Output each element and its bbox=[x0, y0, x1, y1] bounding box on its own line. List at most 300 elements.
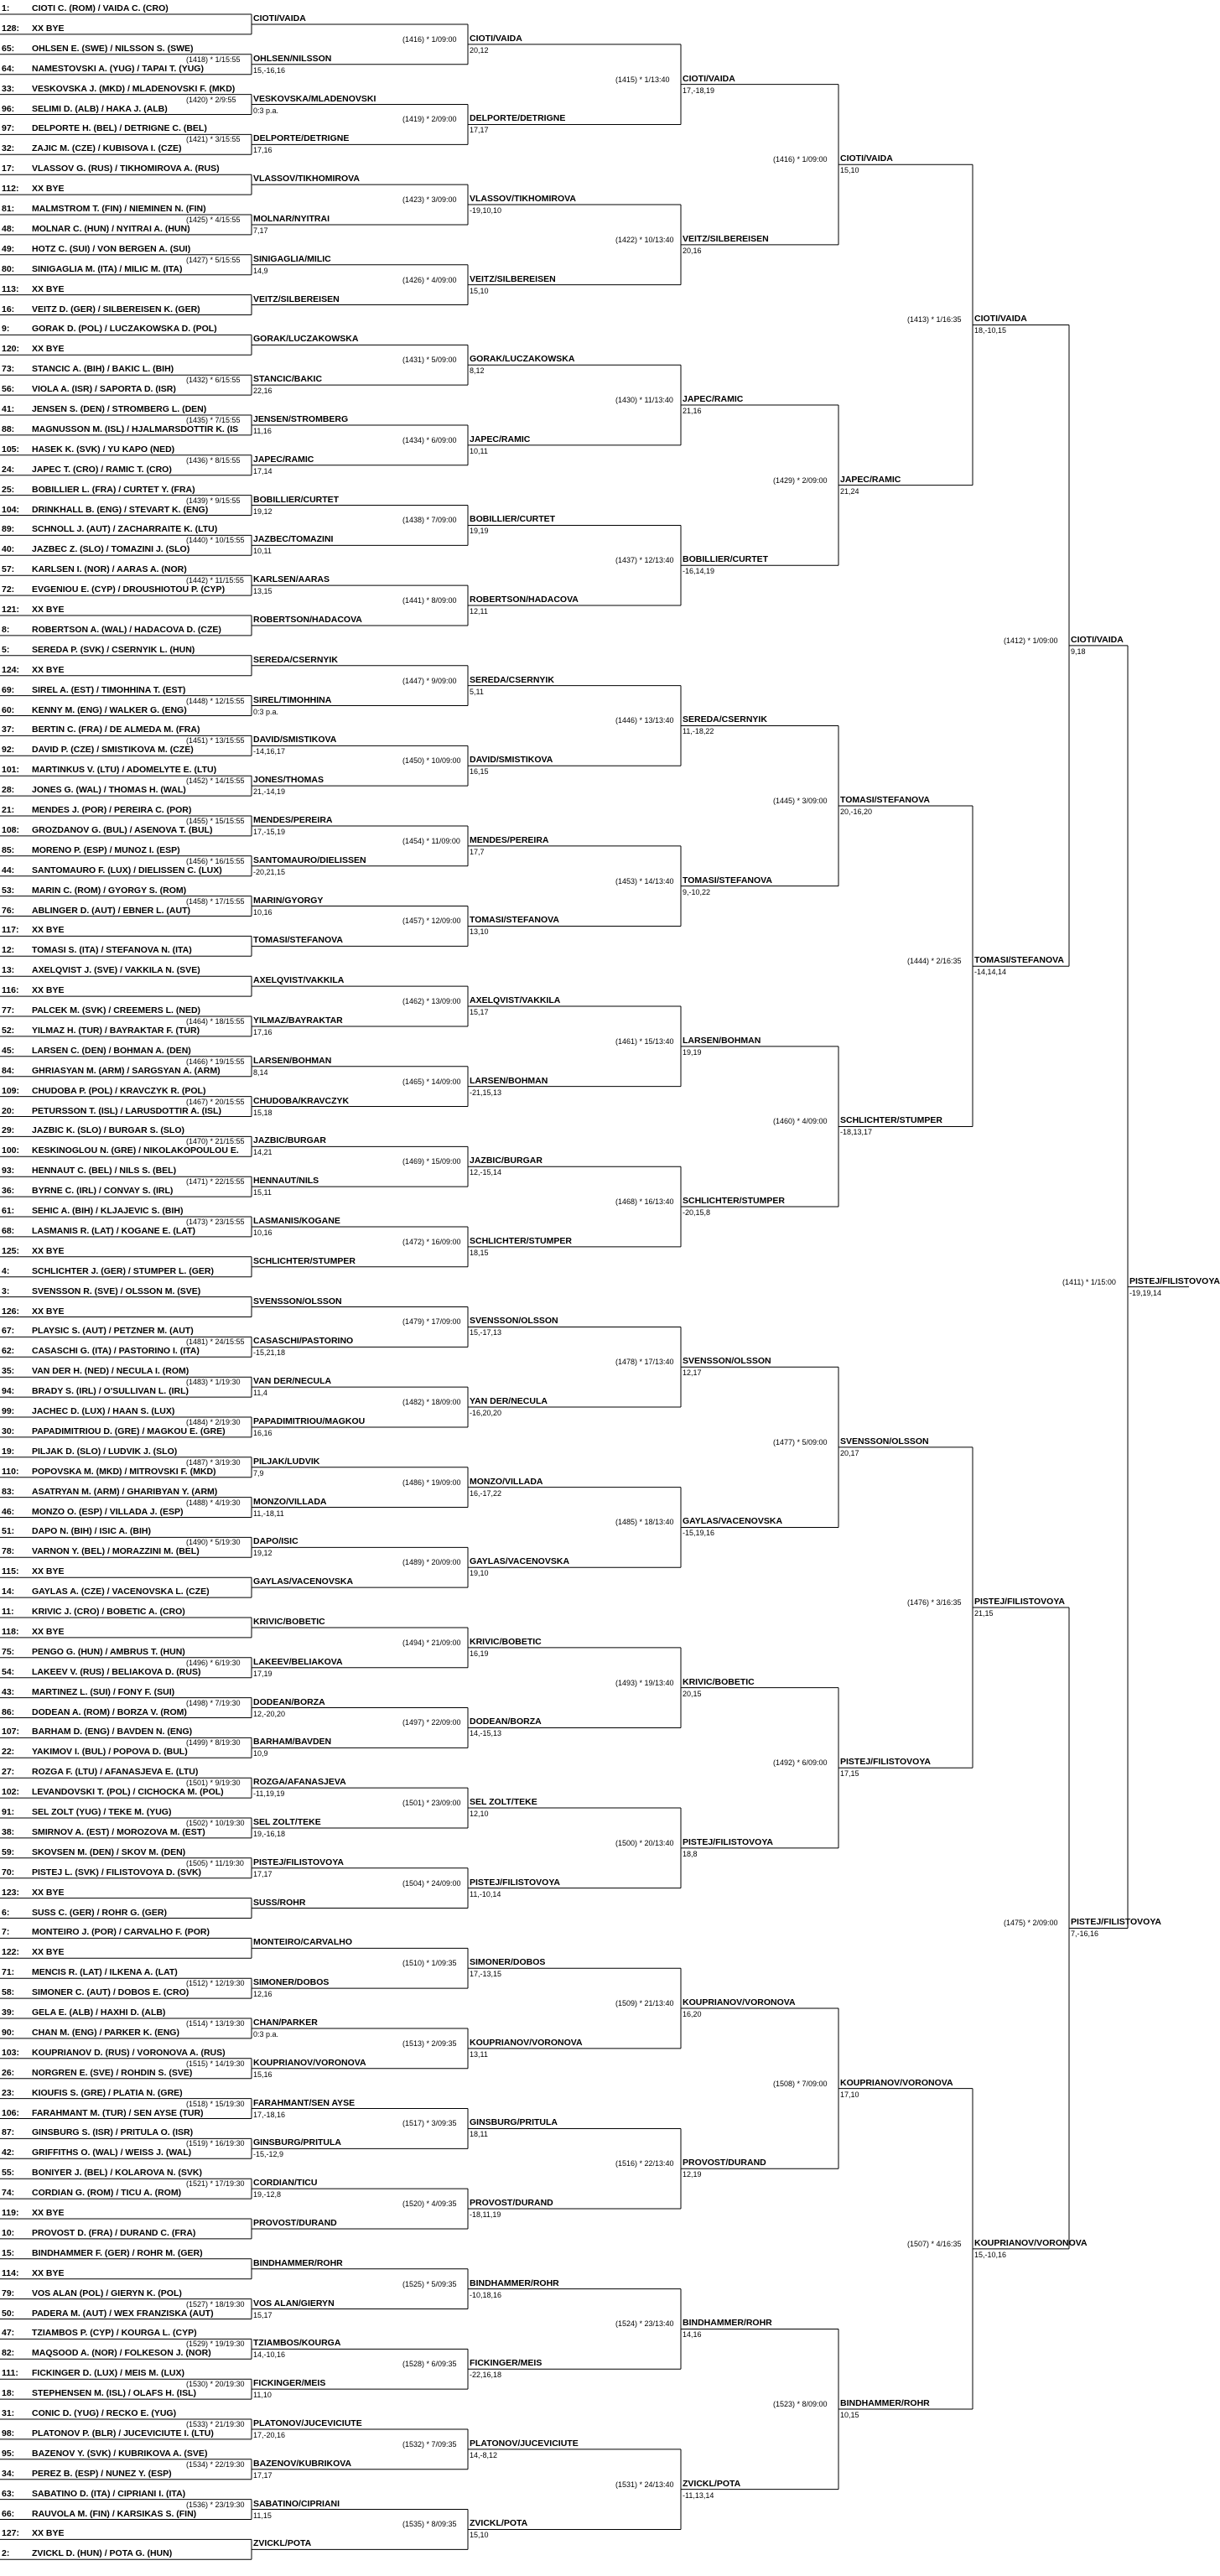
entry-seed: 95: bbox=[2, 2448, 15, 2459]
match-score: 12,11 bbox=[470, 607, 488, 616]
match-score: 11,-18,22 bbox=[683, 727, 714, 736]
match-info: (1490) * 5/19:30 bbox=[186, 1538, 241, 1547]
entry-seed: 32: bbox=[2, 143, 15, 154]
winner-name: DAPO/ISIC bbox=[253, 1536, 299, 1547]
match-info: (1446) * 13/13:40 bbox=[615, 716, 674, 725]
match-info: (1438) * 7/09:00 bbox=[402, 516, 457, 525]
winner-name: JAPEC/RAMIC bbox=[470, 434, 531, 444]
entry-seed: 20: bbox=[2, 1105, 15, 1116]
entry-pair: SIREL A. (EST) / TIMOHHINA T. (EST) bbox=[32, 684, 186, 695]
entry-seed: 86: bbox=[2, 1706, 15, 1717]
entry-seed: 105: bbox=[2, 444, 20, 454]
match-score: -15,19,16 bbox=[683, 1529, 715, 1538]
match-score: 18,15 bbox=[470, 1248, 489, 1257]
winner-name: JAPEC/RAMIC bbox=[840, 474, 901, 485]
winner-name: FICKINGER/MEIS bbox=[470, 2358, 543, 2369]
entry-pair: FARAHMANT M. (TUR) / SEN AYSE (TUR) bbox=[32, 2107, 204, 2118]
entry-pair: LEVANDOVSKI T. (POL) / CICHOCKA M. (POL) bbox=[32, 1787, 224, 1798]
entry-seed: 85: bbox=[2, 844, 15, 855]
match-score: 18,11 bbox=[470, 2130, 488, 2139]
match-info: (1434) * 6/09:00 bbox=[402, 435, 457, 444]
match-info: (1466) * 19/15:55 bbox=[186, 1057, 245, 1066]
winner-name: DELPORTE/DETRIGNE bbox=[470, 113, 566, 124]
entry-seed: 127: bbox=[2, 2528, 20, 2539]
match-score: 15,17 bbox=[253, 2310, 273, 2319]
winner-name: JAZBIC/BURGAR bbox=[470, 1156, 543, 1166]
match-info: (1450) * 10/09:00 bbox=[402, 756, 461, 766]
match-score: 16,20 bbox=[683, 2010, 702, 2019]
winner-name: PISTEJ/FILISTOVOYA bbox=[840, 1757, 931, 1768]
match-info: (1512) * 12/19:30 bbox=[186, 1979, 245, 1988]
entry-pair: BYRNE C. (IRL) / CONVAY S. (IRL) bbox=[32, 1186, 174, 1197]
entry-pair: SINIGAGLIA M. (ITA) / MILIC M. (ITA) bbox=[32, 263, 183, 274]
match-info: (1430) * 11/13:40 bbox=[615, 396, 673, 405]
winner-name: MONZO/VILLADA bbox=[470, 1476, 543, 1487]
entry-pair: ZAJIC M. (CZE) / KUBISOVA I. (CZE) bbox=[32, 143, 182, 154]
entry-seed: 118: bbox=[2, 1626, 19, 1637]
match-score: 10,11 bbox=[470, 446, 488, 455]
entry-seed: 74: bbox=[2, 2188, 15, 2199]
winner-name: MARIN/GYORGY bbox=[253, 895, 324, 906]
entry-pair: GELA E. (ALB) / HAXHI D. (ALB) bbox=[32, 2007, 166, 2018]
entry-pair: KARLSEN I. (NOR) / AARAS A. (NOR) bbox=[32, 564, 187, 575]
match-score: 0:3 p.a. bbox=[253, 106, 279, 115]
winner-name: CIOTI/VAIDA bbox=[1071, 634, 1124, 645]
match-score: 8,14 bbox=[253, 1067, 268, 1077]
match-info: (1510) * 1/09:35 bbox=[402, 1959, 457, 1968]
winner-name: SCHLICHTER/STUMPER bbox=[683, 1196, 785, 1207]
match-info: (1504) * 24/09:00 bbox=[402, 1878, 461, 1888]
entry-pair: MENCIS R. (LAT) / ILKENA A. (LAT) bbox=[32, 1967, 178, 1978]
winner-name: TOMASI/STEFANOVA bbox=[974, 955, 1064, 966]
entry-pair: GINSBURG S. (ISR) / PRITULA O. (ISR) bbox=[32, 2127, 194, 2138]
match-info: (1448) * 12/15:55 bbox=[186, 696, 245, 705]
entry-pair: XX BYE bbox=[32, 1245, 65, 1256]
match-info: (1535) * 8/09:35 bbox=[402, 2520, 457, 2529]
winner-name: SVENSSON/OLSSON bbox=[470, 1316, 558, 1327]
entry-pair: XX BYE bbox=[32, 184, 65, 195]
entry-pair: GAYLAS A. (CZE) / VACENOVSKA L. (CZE) bbox=[32, 1587, 210, 1597]
entry-pair: STEPHENSEN M. (ISL) / OLAFS H. (ISL) bbox=[32, 2388, 197, 2399]
winner-name: FARAHMANT/SEN AYSE bbox=[253, 2097, 356, 2108]
match-score: 16,15 bbox=[470, 767, 489, 776]
winner-name: KRIVIC/BOBETIC bbox=[470, 1636, 542, 1647]
match-score: 12,19 bbox=[683, 2170, 702, 2179]
entry-seed: 21: bbox=[2, 805, 15, 815]
winner-name: ZVICKL/POTA bbox=[683, 2478, 741, 2489]
entry-pair: ZVICKL D. (HUN) / POTA G. (HUN) bbox=[32, 2548, 173, 2559]
match-info: (1497) * 22/09:00 bbox=[402, 1718, 461, 1727]
match-info: (1411) * 1/15:00 bbox=[1062, 1277, 1116, 1286]
match-info: (1426) * 4/09:00 bbox=[402, 275, 457, 284]
winner-name: PISTEJ/FILISTOVOYA bbox=[470, 1877, 560, 1888]
match-info: (1458) * 17/15:55 bbox=[186, 896, 245, 906]
winner-name: DAVID/SMISTIKOVA bbox=[470, 755, 553, 766]
winner-name: VESKOVSKA/MLADENOVSKI bbox=[253, 93, 376, 104]
match-score: 15,18 bbox=[253, 1108, 273, 1117]
winner-name: VEITZ/SILBEREISEN bbox=[470, 273, 556, 284]
entry-seed: 113: bbox=[2, 283, 19, 294]
winner-name: SINIGAGLIA/MILIC bbox=[253, 253, 331, 264]
entry-seed: 23: bbox=[2, 2087, 15, 2098]
entry-pair: DAPO N. (BIH) / ISIC A. (BIH) bbox=[32, 1526, 151, 1537]
entry-seed: 28: bbox=[2, 785, 15, 796]
entry-pair: BONIYER J. (BEL) / KOLAROVA N. (SVK) bbox=[32, 2168, 203, 2179]
entry-seed: 1: bbox=[2, 3, 10, 13]
match-info: (1517) * 3/09:35 bbox=[402, 2119, 457, 2128]
entry-seed: 47: bbox=[2, 2328, 15, 2339]
match-score: -15,21,18 bbox=[253, 1348, 286, 1358]
entry-seed: 41: bbox=[2, 404, 15, 414]
match-info: (1493) * 19/13:40 bbox=[615, 1678, 674, 1687]
entry-seed: 8: bbox=[2, 624, 10, 635]
match-info: (1501) * 23/09:00 bbox=[402, 1799, 461, 1808]
match-score: 18,-10,15 bbox=[974, 326, 1007, 335]
entry-pair: XX BYE bbox=[32, 2267, 65, 2278]
entry-seed: 55: bbox=[2, 2168, 15, 2179]
entry-pair: KOUPRIANOV D. (RUS) / VORONOVA A. (RUS) bbox=[32, 2047, 226, 2058]
entry-pair: MONTEIRO J. (POR) / CARVALHO F. (POR) bbox=[32, 1927, 210, 1938]
winner-name: SEL ZOLT/TEKE bbox=[470, 1797, 537, 1808]
match-info: (1452) * 14/15:55 bbox=[186, 776, 245, 786]
entry-pair: MARTINKUS V. (LTU) / ADOMELYTE E. (LTU) bbox=[32, 765, 217, 776]
winner-name: JAPEC/RAMIC bbox=[253, 454, 314, 465]
entry-seed: 22: bbox=[2, 1747, 15, 1758]
match-info: (1505) * 11/19:30 bbox=[186, 1858, 244, 1867]
match-info: (1421) * 3/15:55 bbox=[186, 135, 241, 144]
match-score: 17,14 bbox=[253, 466, 273, 475]
match-info: (1432) * 6/15:55 bbox=[186, 376, 241, 385]
entry-pair: XX BYE bbox=[32, 2208, 65, 2218]
match-info: (1525) * 5/09:35 bbox=[402, 2279, 457, 2288]
entry-seed: 112: bbox=[2, 184, 19, 195]
entry-seed: 104: bbox=[2, 504, 20, 515]
match-info: (1454) * 11/09:00 bbox=[402, 836, 460, 845]
winner-name: SEREDA/CSERNYIK bbox=[470, 674, 554, 685]
entry-seed: 18: bbox=[2, 2388, 15, 2399]
winner-name: JENSEN/STROMBERG bbox=[253, 413, 349, 424]
entry-seed: 107: bbox=[2, 1727, 20, 1737]
entry-seed: 98: bbox=[2, 2428, 15, 2438]
entry-seed: 11: bbox=[2, 1607, 14, 1617]
winner-name: SABATINO/CIPRIANI bbox=[253, 2498, 340, 2509]
entry-seed: 92: bbox=[2, 745, 15, 756]
winner-name: MONTEIRO/CARVALHO bbox=[253, 1937, 353, 1948]
match-score: 17,16 bbox=[253, 1027, 273, 1036]
winner-name: GAYLAS/VACENOVSKA bbox=[683, 1516, 783, 1527]
entry-seed: 17: bbox=[2, 164, 15, 174]
match-score: 10,9 bbox=[253, 1749, 268, 1758]
entry-pair: PILJAK D. (SLO) / LUDVIK J. (SLO) bbox=[32, 1446, 178, 1457]
entry-pair: GHRIASYAN M. (ARM) / SARGSYAN A. (ARM) bbox=[32, 1065, 221, 1076]
match-info: (1435) * 7/15:55 bbox=[186, 415, 241, 424]
entry-pair: CONIC D. (YUG) / RECKO E. (YUG) bbox=[32, 2408, 177, 2418]
winner-name: PROVOST/DURAND bbox=[253, 2217, 337, 2228]
winner-name: PAPADIMITRIOU/MAGKOU bbox=[253, 1415, 366, 1426]
match-score: 0:3 p.a. bbox=[253, 707, 279, 716]
entry-pair: PEREZ B. (ESP) / NUNEZ Y. (ESP) bbox=[32, 2468, 172, 2479]
match-info: (1441) * 8/09:00 bbox=[402, 596, 457, 605]
winner-name: SEREDA/CSERNYIK bbox=[253, 654, 338, 665]
match-info: (1532) * 7/09:35 bbox=[402, 2439, 457, 2449]
match-score: 13,15 bbox=[253, 587, 273, 596]
entry-seed: 83: bbox=[2, 1486, 15, 1497]
match-info: (1524) * 23/13:40 bbox=[615, 2319, 674, 2329]
entry-seed: 34: bbox=[2, 2468, 15, 2479]
match-info: (1519) * 16/19:30 bbox=[186, 2139, 245, 2148]
entry-seed: 97: bbox=[2, 123, 15, 134]
winner-name: PLATONOV/JUCEVICIUTE bbox=[253, 2418, 362, 2428]
entry-pair: XX BYE bbox=[32, 1887, 65, 1898]
entry-pair: PAPADIMITRIOU D. (GRE) / MAGKOU E. (GRE) bbox=[32, 1426, 226, 1436]
match-score: 15,11 bbox=[253, 1188, 272, 1197]
match-info: (1419) * 2/09:00 bbox=[402, 115, 457, 124]
match-score: 13,10 bbox=[470, 927, 489, 937]
entry-pair: XX BYE bbox=[32, 1306, 65, 1317]
winner-name: MENDES/PEREIRA bbox=[253, 814, 333, 825]
entry-pair: VOS ALAN (POL) / GIERYN K. (POL) bbox=[32, 2288, 182, 2298]
winner-name: SCHLICHTER/STUMPER bbox=[253, 1255, 356, 1266]
entry-pair: SKOVSEN M. (DEN) / SKOV M. (DEN) bbox=[32, 1846, 186, 1857]
match-info: (1420) * 2/9:55 bbox=[186, 95, 236, 104]
entry-pair: MOLNAR C. (HUN) / NYITRAI A. (HUN) bbox=[32, 223, 190, 234]
entry-pair: PENGO G. (HUN) / AMBRUS T. (HUN) bbox=[32, 1646, 185, 1657]
entry-pair: KRIVIC J. (CRO) / BOBETIC A. (CRO) bbox=[32, 1607, 185, 1617]
winner-name: PROVOST/DURAND bbox=[683, 2158, 766, 2168]
winner-name: HENNAUT/NILS bbox=[253, 1176, 319, 1187]
winner-name: BOBILLIER/CURTET bbox=[683, 554, 769, 565]
match-info: (1440) * 10/15:55 bbox=[186, 536, 245, 545]
match-info: (1431) * 5/09:00 bbox=[402, 356, 457, 365]
match-score: -11,19,19 bbox=[253, 1789, 285, 1799]
entry-seed: 79: bbox=[2, 2288, 15, 2298]
entry-seed: 45: bbox=[2, 1045, 15, 1056]
winner-name: PISTEJ/FILISTOVOYA bbox=[974, 1597, 1065, 1607]
entry-pair: AXELQVIST J. (SVE) / VAKKILA N. (SVE) bbox=[32, 965, 200, 976]
winner-name: BINDHAMMER/ROHR bbox=[470, 2277, 559, 2288]
winner-name: SCHLICHTER/STUMPER bbox=[470, 1235, 572, 1246]
match-info: (1453) * 14/13:40 bbox=[615, 876, 674, 886]
match-info: (1520) * 4/09:35 bbox=[402, 2199, 457, 2209]
entry-seed: 80: bbox=[2, 263, 15, 274]
match-info: (1531) * 24/13:40 bbox=[615, 2480, 674, 2489]
entry-pair: PALCEK M. (SVK) / CREEMERS L. (NED) bbox=[32, 1005, 201, 1015]
entry-pair: BERTIN C. (FRA) / DE ALMEDA M. (FRA) bbox=[32, 724, 200, 735]
winner-name: LARSEN/BOHMAN bbox=[253, 1055, 332, 1066]
winner-name: STANCIC/BAKIC bbox=[253, 374, 323, 385]
match-info: (1445) * 3/09:00 bbox=[773, 797, 828, 806]
entry-seed: 14: bbox=[2, 1587, 15, 1597]
match-info: (1500) * 20/13:40 bbox=[615, 1838, 674, 1847]
entry-pair: XX BYE bbox=[32, 283, 65, 294]
winner-name: DODEAN/BORZA bbox=[253, 1696, 325, 1707]
match-info: (1529) * 19/19:30 bbox=[186, 2340, 245, 2349]
winner-name: AXELQVIST/VAKKILA bbox=[253, 975, 345, 986]
entry-pair: ABLINGER D. (AUT) / EBNER L. (AUT) bbox=[32, 905, 190, 916]
entry-pair: GRIFFITHS O. (WAL) / WEISS J. (WAL) bbox=[32, 2148, 192, 2158]
match-score: 7,-16,16 bbox=[1071, 1929, 1099, 1939]
entry-seed: 77: bbox=[2, 1005, 15, 1015]
match-score: 15,10 bbox=[840, 166, 859, 175]
match-info: (1496) * 6/19:30 bbox=[186, 1658, 241, 1667]
match-score: 16,19 bbox=[470, 1649, 489, 1658]
winner-name: KRIVIC/BOBETIC bbox=[683, 1676, 755, 1687]
match-score: 17,-20,16 bbox=[253, 2430, 286, 2439]
entry-pair: CHAN M. (ENG) / PARKER K. (ENG) bbox=[32, 2027, 179, 2038]
winner-name: YAN DER/NECULA bbox=[470, 1396, 548, 1407]
entry-pair: YILMAZ H. (TUR) / BAYRAKTAR F. (TUR) bbox=[32, 1025, 200, 1036]
entry-pair: CHUDOBA P. (POL) / KRAVCZYK R. (POL) bbox=[32, 1085, 206, 1096]
match-score: 17,10 bbox=[840, 2090, 859, 2099]
entry-pair: MARIN C. (ROM) / GYORGY S. (ROM) bbox=[32, 885, 187, 896]
entry-seed: 69: bbox=[2, 684, 15, 695]
entry-seed: 89: bbox=[2, 524, 15, 535]
winner-name: ZVICKL/POTA bbox=[470, 2518, 528, 2529]
entry-seed: 78: bbox=[2, 1546, 15, 1557]
match-score: 14,-10,16 bbox=[253, 2350, 286, 2360]
match-info: (1472) * 16/09:00 bbox=[402, 1237, 461, 1246]
match-score: -14,16,17 bbox=[253, 747, 286, 756]
match-score: 11,15 bbox=[253, 2511, 272, 2520]
winner-name: JAZBIC/BURGAR bbox=[253, 1135, 326, 1146]
entry-pair: HOTZ C. (SUI) / VON BERGEN A. (SUI) bbox=[32, 243, 191, 254]
entry-pair: PROVOST D. (FRA) / DURAND C. (FRA) bbox=[32, 2227, 196, 2238]
entry-pair: XX BYE bbox=[32, 1626, 65, 1637]
winner-name: CIOTI/VAIDA bbox=[840, 153, 893, 164]
entry-pair: BRADY S. (IRL) / O'SULLIVAN L. (IRL) bbox=[32, 1386, 189, 1397]
entry-seed: 36: bbox=[2, 1186, 15, 1197]
entry-seed: 43: bbox=[2, 1686, 15, 1697]
entry-pair: NORGREN E. (SVE) / ROHDIN S. (SVE) bbox=[32, 2067, 193, 2078]
entry-pair: PETURSSON T. (ISL) / LARUSDOTTIR A. (ISL) bbox=[32, 1105, 221, 1116]
entry-seed: 125: bbox=[2, 1245, 20, 1256]
winner-name: SEL ZOLT/TEKE bbox=[253, 1816, 321, 1827]
winner-name: VAN DER/NECULA bbox=[253, 1376, 332, 1387]
entry-seed: 88: bbox=[2, 423, 15, 434]
match-score: -16,14,19 bbox=[683, 567, 715, 576]
entry-seed: 99: bbox=[2, 1406, 15, 1416]
entry-pair: PLAYSIC S. (AUT) / PETZNER M. (AUT) bbox=[32, 1326, 194, 1337]
winner-name: TOMASI/STEFANOVA bbox=[470, 915, 559, 926]
match-score: 11,-10,14 bbox=[470, 1889, 501, 1898]
entry-seed: 108: bbox=[2, 824, 20, 835]
match-info: (1521) * 17/19:30 bbox=[186, 2179, 245, 2189]
entry-pair: SUSS C. (GER) / ROHR G. (GER) bbox=[32, 1907, 168, 1918]
winner-name: JAZBEC/TOMAZINI bbox=[253, 534, 334, 545]
match-score: 15,-10,16 bbox=[974, 2250, 1007, 2259]
match-score: -20,21,15 bbox=[253, 867, 286, 876]
match-score: 11,4 bbox=[253, 1389, 267, 1398]
entry-pair: VIOLA A. (ISR) / SAPORTA D. (ISR) bbox=[32, 384, 176, 395]
entry-seed: 37: bbox=[2, 724, 15, 735]
match-score: 17,15 bbox=[840, 1769, 859, 1779]
match-score: 15,-17,13 bbox=[470, 1328, 502, 1337]
match-score: -16,20,20 bbox=[470, 1409, 502, 1418]
match-score: 10,16 bbox=[253, 907, 273, 917]
winner-name: KRIVIC/BOBETIC bbox=[253, 1616, 325, 1627]
entry-seed: 50: bbox=[2, 2308, 15, 2319]
entry-seed: 35: bbox=[2, 1366, 15, 1377]
entry-seed: 114: bbox=[2, 2267, 19, 2278]
match-info: (1436) * 8/15:55 bbox=[186, 455, 241, 465]
entry-pair: KIOUFIS S. (GRE) / PLATIA N. (GRE) bbox=[32, 2087, 183, 2098]
winner-name: TZIAMBOS/KOURGA bbox=[253, 2338, 341, 2349]
entry-pair: SCHLICHTER J. (GER) / STUMPER L. (GER) bbox=[32, 1265, 215, 1276]
winner-name: CASASCHI/PASTORINO bbox=[253, 1336, 354, 1347]
entry-seed: 103: bbox=[2, 2047, 20, 2058]
match-score: 21,-14,19 bbox=[253, 787, 286, 797]
match-score: 10,16 bbox=[253, 1228, 273, 1237]
entry-seed: 96: bbox=[2, 103, 15, 114]
match-score: 15,10 bbox=[470, 2531, 489, 2540]
match-info: (1413) * 1/16:35 bbox=[907, 315, 962, 325]
match-score: 12,17 bbox=[683, 1368, 702, 1378]
winner-name: SIMONER/DOBOS bbox=[470, 1957, 546, 1968]
match-info: (1533) * 21/19:30 bbox=[186, 2419, 245, 2428]
match-score: 19,-16,18 bbox=[253, 1829, 286, 1838]
winner-name: PISTEJ/FILISTOVOYA bbox=[1071, 1917, 1161, 1928]
entry-pair: XX BYE bbox=[32, 2528, 65, 2539]
winner-name: CORDIAN/TICU bbox=[253, 2178, 318, 2189]
match-score: 10,11 bbox=[253, 547, 272, 556]
match-info: (1509) * 21/13:40 bbox=[615, 1999, 674, 2008]
entry-seed: 109: bbox=[2, 1085, 20, 1096]
winner-name: DAVID/SMISTIKOVA bbox=[253, 735, 337, 745]
match-info: (1492) * 6/09:00 bbox=[773, 1758, 828, 1768]
entry-pair: XX BYE bbox=[32, 344, 65, 355]
entry-pair: JONES G. (WAL) / THOMAS H. (WAL) bbox=[32, 785, 186, 796]
match-score: 14,16 bbox=[683, 2330, 702, 2340]
winner-name: PROVOST/DURAND bbox=[470, 2198, 553, 2209]
entry-seed: 61: bbox=[2, 1206, 15, 1216]
winner-name: KOUPRIANOV/VORONOVA bbox=[470, 2037, 583, 2048]
entry-seed: 81: bbox=[2, 204, 15, 214]
match-score: -19,10,10 bbox=[470, 206, 502, 216]
entry-pair: MONZO O. (ESP) / VILLADA J. (ESP) bbox=[32, 1506, 184, 1517]
match-score: 20,-16,20 bbox=[840, 808, 873, 817]
entry-pair: SMIRNOV A. (EST) / MOROZOVA M. (EST) bbox=[32, 1826, 205, 1837]
entry-seed: 123: bbox=[2, 1887, 20, 1898]
match-info: (1468) * 16/13:40 bbox=[615, 1197, 674, 1207]
winner-name: TOMASI/STEFANOVA bbox=[683, 875, 772, 886]
match-score: 22,16 bbox=[253, 387, 273, 396]
entry-pair: MALMSTROM T. (FIN) / NIEMINEN N. (FIN) bbox=[32, 204, 206, 214]
match-score: 19,19 bbox=[683, 1047, 702, 1057]
entry-seed: 121: bbox=[2, 605, 20, 615]
winner-name: JAPEC/RAMIC bbox=[683, 394, 744, 405]
winner-name: BARHAM/BAVDEN bbox=[253, 1737, 332, 1748]
entry-seed: 59: bbox=[2, 1846, 15, 1857]
entry-pair: XX BYE bbox=[32, 23, 65, 34]
match-info: (1477) * 5/09:00 bbox=[773, 1437, 828, 1446]
entry-seed: 58: bbox=[2, 1987, 15, 1998]
entry-pair: MARTINEZ L. (SUI) / FONY F. (SUI) bbox=[32, 1686, 175, 1697]
match-score: 19,19 bbox=[470, 527, 489, 536]
entry-pair: ASATRYAN M. (ARM) / GHARIBYAN Y. (ARM) bbox=[32, 1486, 218, 1497]
match-info: (1523) * 8/09:00 bbox=[773, 2400, 828, 2409]
entry-seed: 93: bbox=[2, 1166, 15, 1176]
winner-name: LARSEN/BOHMAN bbox=[683, 1035, 761, 1046]
entry-pair: DRINKHALL B. (ENG) / STEVART K. (ENG) bbox=[32, 504, 209, 515]
entry-seed: 120: bbox=[2, 344, 20, 355]
entry-seed: 100: bbox=[2, 1145, 20, 1156]
entry-pair: ROBERTSON A. (WAL) / HADACOVA D. (CZE) bbox=[32, 624, 221, 635]
match-score: 16,16 bbox=[253, 1428, 273, 1437]
entry-pair: XX BYE bbox=[32, 1566, 65, 1577]
winner-name: VLASSOV/TIKHOMIROVA bbox=[470, 194, 576, 205]
match-info: (1412) * 1/09:00 bbox=[1004, 636, 1058, 645]
winner-name: TOMASI/STEFANOVA bbox=[840, 795, 930, 806]
